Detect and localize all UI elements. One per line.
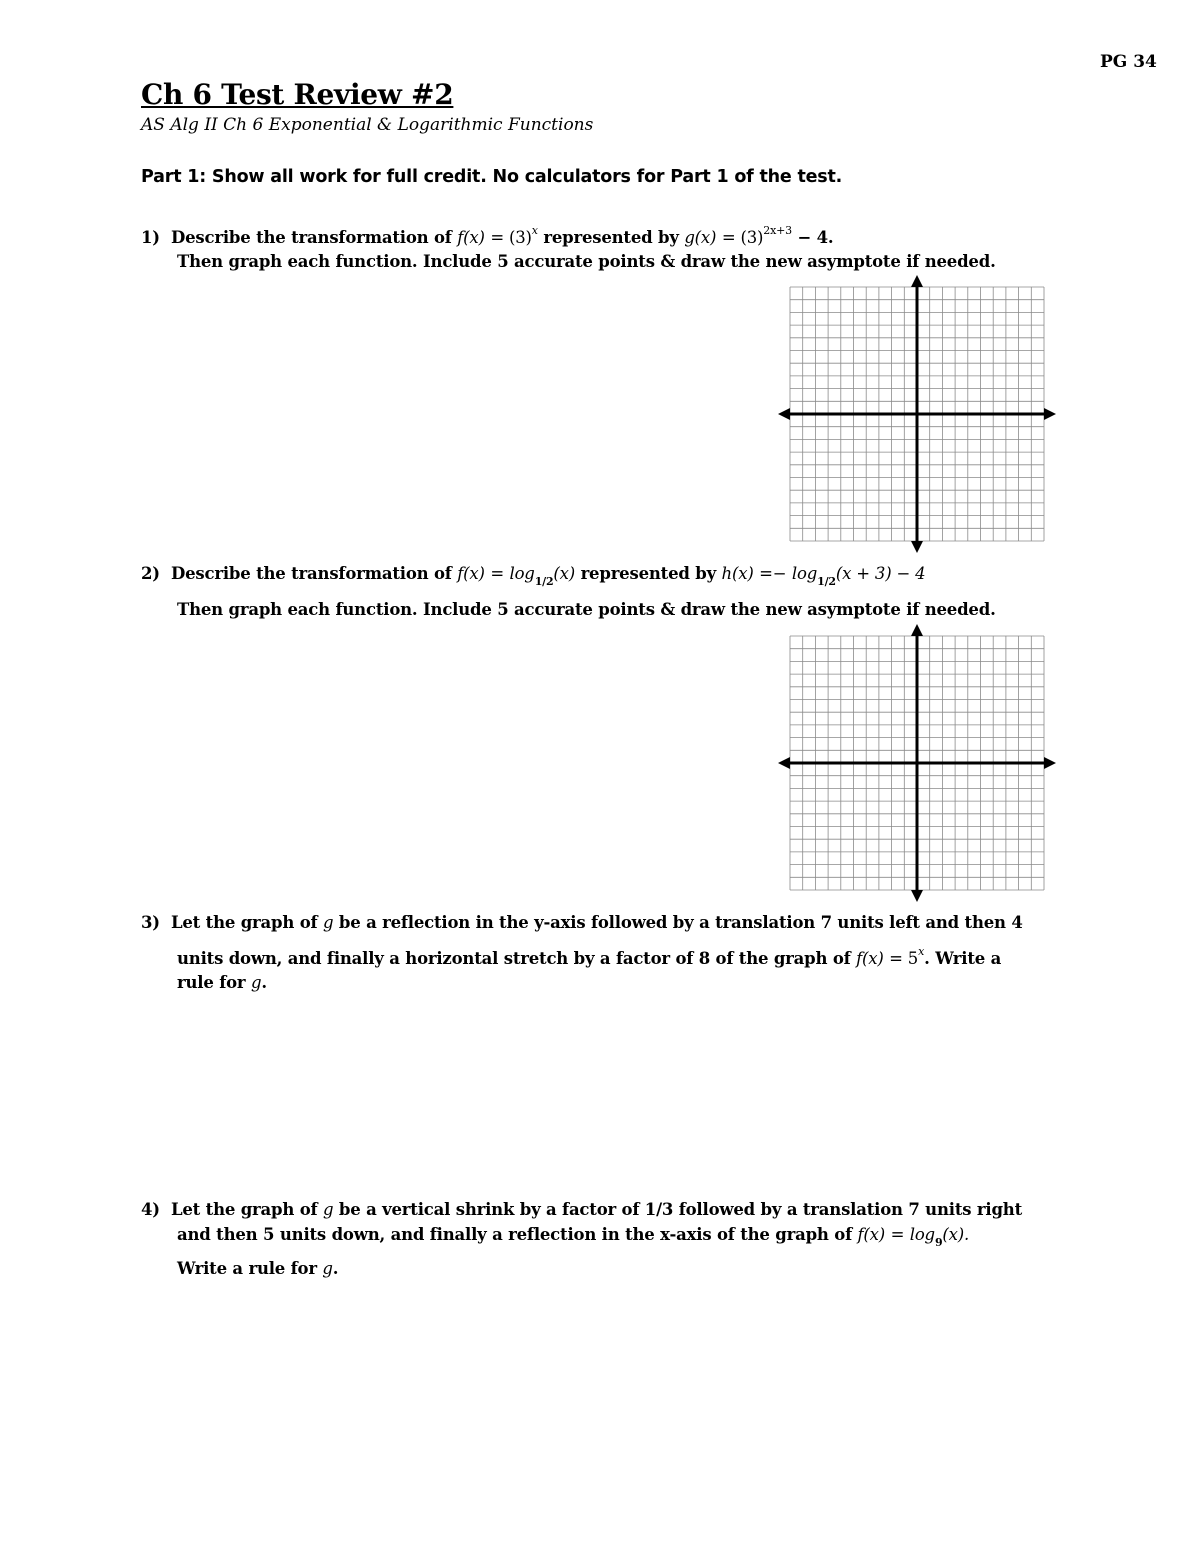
q4-g: g [322, 1200, 334, 1219]
q4-line2a: and then 5 units down, and finally a reflection in the x-axis of the graph of [177, 1225, 852, 1244]
q1-g-exp: 2x+3 [763, 224, 792, 237]
question-2-line1 [141, 564, 925, 588]
q3-line3b: . [261, 973, 267, 992]
coordinate-grid-2[interactable] [777, 624, 1057, 902]
q4-eq: = [890, 1225, 905, 1244]
question-3-line1 [141, 913, 1023, 932]
x-axis-right-arrow [1044, 757, 1056, 769]
q2-h: h(x) [721, 564, 754, 583]
y-axis-up-arrow [911, 624, 923, 636]
page-title: Ch 6 Test Review #2 [141, 78, 454, 111]
q2-f: f(x) [457, 564, 485, 583]
question-4-line1 [141, 1200, 1022, 1219]
question-2-line2: Then graph each function. Include 5 accurate points & draw the new asymptote if needed. [177, 600, 996, 619]
q4-line1a: Let the graph of [170, 1200, 318, 1219]
question-4-line2 [177, 1225, 969, 1249]
q2-eq: = [490, 564, 504, 583]
q4-line3a: Write a rule for [177, 1259, 317, 1278]
q2-mid: represented by [580, 564, 716, 583]
q4-f: f(x) [857, 1225, 886, 1244]
q3-f: f(x) [856, 949, 884, 968]
q4-log: log [909, 1225, 935, 1244]
question-1-line1 [141, 224, 833, 247]
q3-line1b: be a reflection in the y-axis followed by a translation 7 units left and then 4 [338, 913, 1023, 932]
q4-line3b: . [332, 1259, 339, 1278]
part1-instructions: Part 1: Show all work for full credit. No calculators for Part 1 of the test. [141, 167, 843, 187]
q1-eq: = (3) [490, 228, 532, 247]
q4-base: 9 [934, 1236, 943, 1249]
x-axis-left-arrow [778, 757, 790, 769]
q3-line3g: g [250, 973, 262, 992]
q3-line3a: rule for [177, 973, 246, 992]
q2-log: log [509, 564, 535, 583]
q1-g-eq: = (3) [721, 228, 764, 247]
page-number: PG 34 [1100, 52, 1157, 72]
q3-exp: x [918, 945, 925, 958]
q1-mid: represented by [543, 228, 679, 247]
x-axis-right-arrow [1044, 408, 1056, 420]
q1-pre: Describe the transformation of [170, 228, 452, 247]
q3-g: g [322, 913, 334, 932]
q1-f: f(x) [457, 228, 485, 247]
y-axis-up-arrow [911, 275, 923, 287]
q3-line1a: Let the graph of [170, 913, 318, 932]
q2-arg: (x) [553, 564, 576, 583]
q1-f-exp: x [531, 224, 538, 237]
q4-arg: (x). [942, 1225, 970, 1244]
q2-h-arg: (x + 3) − 4 [835, 564, 926, 583]
question-3-line2 [177, 945, 1001, 968]
q2-base: 1/2 [534, 575, 554, 588]
q1-g-tail: − 4. [797, 228, 834, 247]
q2-h-eq: =− [759, 564, 787, 583]
question-3-line3 [177, 973, 267, 992]
coordinate-grid-1[interactable] [777, 275, 1057, 553]
q2-h-base: 1/2 [817, 575, 836, 588]
page-subtitle: AS Alg II Ch 6 Exponential & Logarithmic Functions [141, 115, 594, 135]
q4-line1b: be a vertical shrink by a factor of 1/3 followed by a translation 7 units right [338, 1200, 1023, 1219]
q3-line2b: . Write a [924, 949, 1002, 968]
q2-h-log: log [791, 564, 818, 583]
q2-pre: Describe the transformation of [170, 564, 452, 583]
question-2-number: 2) [141, 564, 160, 583]
question-1-number: 1) [141, 228, 160, 247]
question-4-line3 [177, 1259, 338, 1278]
q3-eq: = 5 [889, 949, 919, 968]
x-axis-left-arrow [778, 408, 790, 420]
question-4-number: 4) [141, 1200, 160, 1219]
q1-g: g(x) [684, 228, 717, 247]
y-axis-down-arrow [911, 541, 923, 553]
y-axis-down-arrow [911, 890, 923, 902]
q4-line3g: g [322, 1259, 333, 1278]
question-1-line2: Then graph each function. Include 5 accurate points & draw the new asymptote if needed. [177, 252, 996, 271]
question-3-number: 3) [141, 913, 160, 932]
q3-line2a: units down, and finally a horizontal stretch by a factor of 8 of the graph of [177, 949, 851, 968]
